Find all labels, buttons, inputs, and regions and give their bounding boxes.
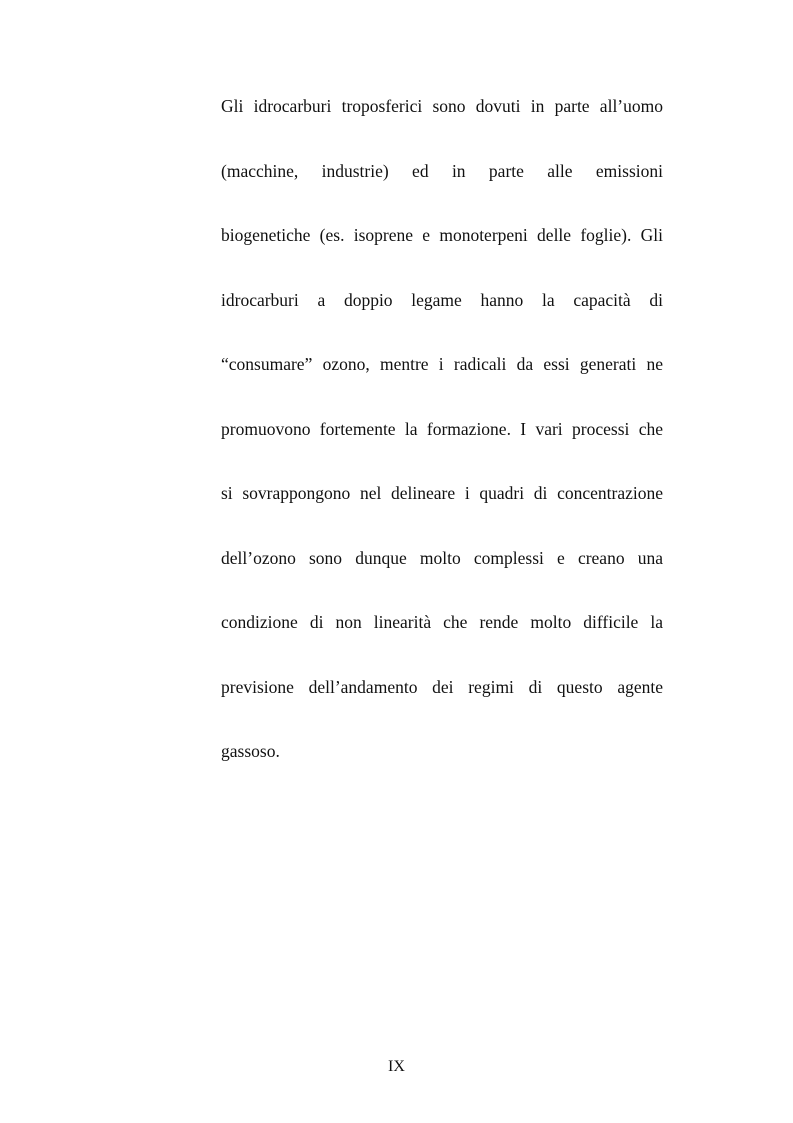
text-line: idrocarburi a doppio legame hanno la capacità di bbox=[221, 289, 663, 310]
text-line: “consumare” ozono, mentre i radicali da essi generati ne bbox=[221, 354, 663, 374]
text-line: (macchine, industrie) ed in parte alle emissioni bbox=[221, 160, 663, 181]
page-number: IX bbox=[388, 1058, 405, 1075]
text-line: condizione di non linearità che rende molto difficile la bbox=[221, 612, 663, 632]
text-line: promuovono fortemente la formazione. I vari processi che bbox=[221, 418, 663, 439]
text-line: gassoso. bbox=[221, 741, 280, 761]
text-line: Gli idrocarburi troposferici sono dovuti in parte all’uomo bbox=[221, 96, 663, 116]
body-paragraph bbox=[221, 90, 663, 800]
text-line: previsione dell’andamento dei regimi di questo agente bbox=[221, 676, 663, 697]
text-line: dell’ozono sono dunque molto complessi e creano una bbox=[221, 547, 663, 568]
text-line: si sovrappongono nel delineare i quadri di concentrazione bbox=[221, 483, 663, 503]
text-line: biogenetiche (es. isoprene e monoterpeni delle foglie). Gli bbox=[221, 225, 663, 245]
